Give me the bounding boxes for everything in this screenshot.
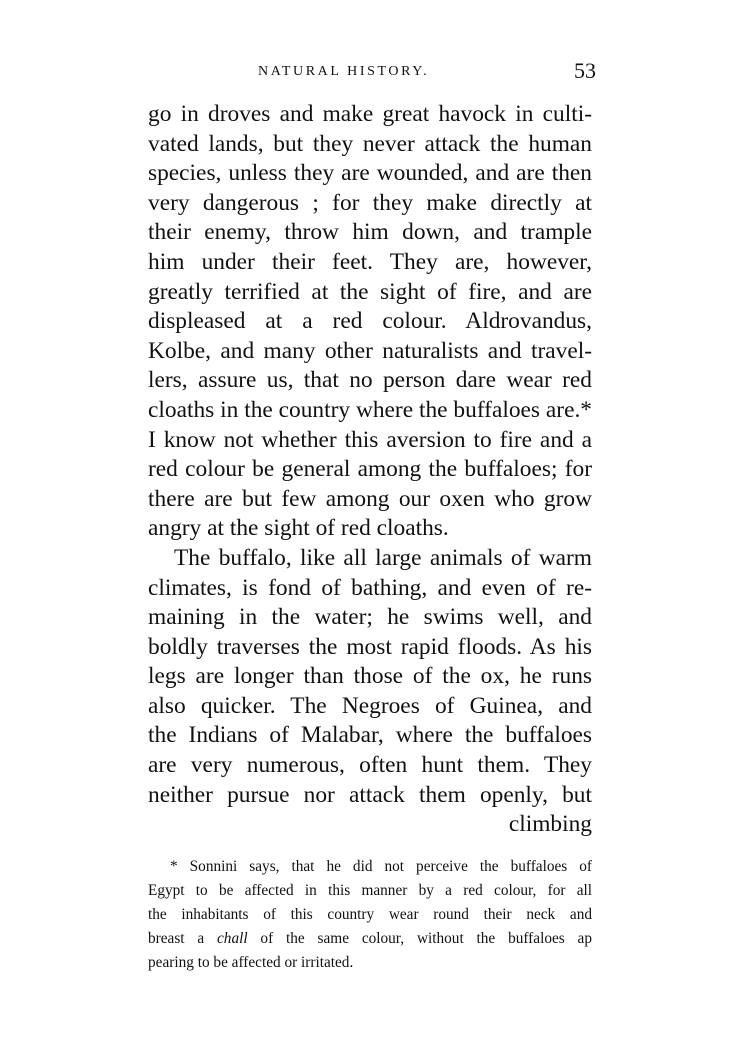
text-line: The buffalo, like all large animals of warm — [174, 544, 592, 571]
footnote-italic-word: chall — [217, 930, 248, 947]
body-text — [148, 100, 592, 840]
text-line: their enemy, throw him down, and trample — [148, 219, 592, 246]
text-line: cloaths in the country where the buffaloes are.* — [148, 396, 592, 423]
footnote-line — [148, 927, 592, 951]
footnote-text: of the same colour, without the buffaloes ap — [247, 930, 592, 947]
text-line: legs are longer than those of the ox, he runs — [148, 663, 592, 690]
footnote-line: the inhabitants of this country wear round their neck and — [148, 906, 592, 923]
footnote-line: pearing to be affected or irritated. — [148, 954, 354, 971]
text-line: neither pursue nor attack them openly, but — [148, 781, 592, 808]
text-line: the Indians of Malabar, where the buffaloes — [148, 722, 592, 749]
running-head: NATURAL HISTORY. — [258, 64, 430, 79]
footnote-line: Egypt to be affected in this manner by a red colour, for all — [148, 882, 592, 899]
text-line: go in droves and make great havock in culti- — [148, 101, 592, 127]
page-header — [148, 60, 596, 94]
text-line: very dangerous ; for they make directly at — [148, 189, 592, 216]
text-line: Kolbe, and many other naturalists and travel- — [148, 337, 592, 364]
text-line: boldly traverses the most rapid floods. As his — [148, 633, 592, 660]
text-line: angry at the sight of red cloaths. — [148, 515, 449, 542]
text-line: greatly terrified at the sight of fire, and are — [148, 278, 592, 305]
text-line: climates, is fond of bathing, and even of re- — [148, 574, 592, 601]
text-line: red colour be general among the buffaloes; for — [148, 456, 592, 483]
footnote-text: breast a — [148, 930, 217, 947]
catchword: climbing — [508, 811, 592, 838]
text-line: there are but few among our oxen who grow — [148, 485, 592, 512]
footnote-line: * Sonnini says, that he did not perceive the buffaloes of — [170, 858, 592, 875]
text-line: lers, assure us, that no person dare wear red — [148, 367, 592, 394]
page-number: 53 — [574, 58, 596, 83]
footnote — [148, 855, 592, 975]
text-line: him under their feet. They are, however, — [148, 248, 592, 275]
text-line: vated lands, but they never attack the human — [148, 130, 592, 157]
text-line: also quicker. The Negroes of Guinea, and — [148, 692, 592, 719]
text-line: maining in the water; he swims well, and — [148, 604, 592, 631]
text-line: species, unless they are wounded, and are then — [148, 160, 592, 187]
text-line: are very numerous, often hunt them. They — [148, 752, 592, 779]
text-line: displeased at a red colour. Aldrovandus, — [148, 308, 592, 335]
text-line: I know not whether this aversion to fire and a — [148, 426, 592, 453]
